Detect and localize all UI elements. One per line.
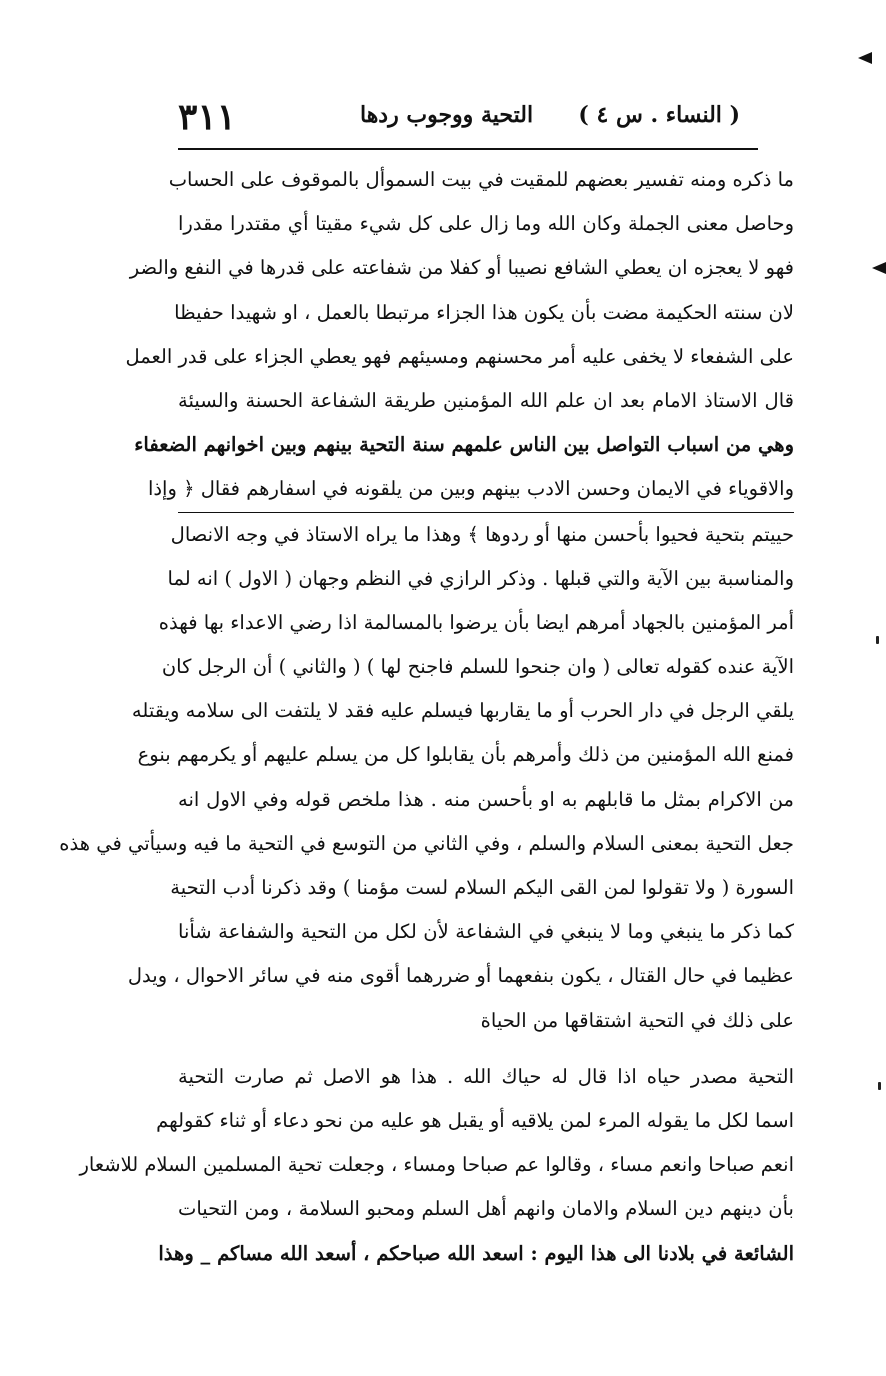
text-line: من الاكرام بمثل ما قابلهم به او بأحسن منه . هذا ملخص قوله وفي الاول انه: [178, 787, 794, 811]
margin-marker-icon: [858, 52, 872, 64]
text-line: ما ذكره ومنه تفسير بعضهم للمقيت في بيت السموأل بالموقوف على الحساب: [168, 168, 794, 191]
text-line: وهي من اسباب التواصل بين الناس علمهم سنة التحية بينهم وبين اخوانهم الضعفاء: [134, 433, 794, 457]
page-header: [160, 96, 760, 146]
text-line: حييتم بتحية فحيوا بأحسن منها أو ردوها ﴾ وهذا ما يراه الاستاذ في وجه الانصال: [170, 522, 794, 546]
text-line: قال الاستاذ الامام بعد ان علم الله المؤمنين طريقة الشفاعة الحسنة والسيئة: [178, 388, 794, 412]
text-line: فهو لا يعجزه ان يعطي الشافع نصيبا أو كفلا من شفاعته على قدرها في النفع والضر: [129, 256, 794, 280]
text-line: عظيما في حال القتال ، يكون بنفعهما أو ضررهما أقوى منه في سائر الاحوال ، ويدل: [127, 964, 794, 988]
chapter-reference: ( النساء . س ٤ ): [578, 102, 740, 128]
text-line: والمناسبة بين الآية والتي قبلها . وذكر الرازي في النظم وجهان ( الاول ) انه لما: [167, 566, 794, 590]
text-line: السورة ( ولا تقولوا لمن القى اليكم السلام لست مؤمنا ) وقد ذكرنا أدب التحية: [170, 876, 794, 899]
margin-speck-icon: [878, 1082, 881, 1090]
text-line: فمنع الله المؤمنين من ذلك وأمرهم بأن يقابلوا كل من يسلم عليهم أو يكرمهم بنوع: [137, 743, 794, 767]
text-line: لان سنته الحكيمة مضت بأن يكون هذا الجزاء مرتبطا بالعمل ، او شهيدا حفيظا: [174, 300, 794, 324]
text-line: يلقي الرجل في دار الحرب أو ما يقاربها فيسلم عليه فقد لا يلتفت الى سلامه ويقتله: [131, 699, 794, 723]
text-line: وحاصل معنى الجملة وكان الله وما زال على كل شيء مقيتا أي مقتدرا مقدرا: [178, 212, 794, 236]
text-line: أمر المؤمنين بالجهاد أمرهم ايضا بأن يرضوا بالمسالمة اذا رضي الاعداء بها فهذه: [158, 610, 794, 634]
margin-speck-icon: [876, 636, 879, 644]
text-line: بأن دينهم دين السلام والامان وانهم أهل السلم ومحبو السلامة ، ومن التحيات: [178, 1197, 794, 1221]
margin-marker-icon: [872, 262, 886, 274]
text-line: الآية عنده كقوله تعالى ( وان جنحوا للسلم فاجنح لها ) ( والثاني ) أن الرجل كان: [161, 655, 794, 679]
text-line: جعل التحية بمعنى السلام والسلم ، وفي الثاني من التوسع في التحية ما فيه وسيأتي في هذه: [59, 831, 794, 855]
body-text: [59, 158, 794, 1276]
text-line: على ذلك في التحية اشتقاقها من الحياة: [480, 1008, 794, 1032]
text-line: كما ذكر ما ينبغي وما لا ينبغي في الشفاعة لأن لكل من التحية والشفاعة شأنا: [178, 920, 794, 944]
text-line: اسما لكل ما يقوله المرء لمن يلاقيه أو يقبل هو عليه من نحو دعاء أو ثناء كقولهم: [156, 1108, 794, 1132]
text-line: والاقوياء في الايمان وحسن الادب بينهم وبين من يلقونه في اسفارهم فقال ﴿ وإذا: [178, 467, 794, 512]
text-line: الشائعة في بلادنا الى هذا اليوم : اسعد الله صباحكم ، أسعد الله مساكم _ وهذا: [158, 1241, 794, 1265]
paragraph-gap: [178, 1043, 794, 1055]
page-number: ٣١١: [178, 96, 237, 138]
text-line: انعم صباحا وانعم مساء ، وقالوا عم صباحا ومساء ، وجعلت تحية المسلمين السلام للاشعار: [79, 1153, 794, 1177]
text-line: على الشفعاء لا يخفى عليه أمر محسنهم ومسيئهم فهو يعطي الجزاء على قدر العمل: [125, 344, 794, 368]
section-title: التحية ووجوب ردها: [360, 102, 534, 128]
text-line: التحية مصدر حياه اذا قال له حياك الله . هذا هو الاصل ثم صارت التحية: [178, 1064, 794, 1088]
header-rule: [178, 148, 758, 150]
